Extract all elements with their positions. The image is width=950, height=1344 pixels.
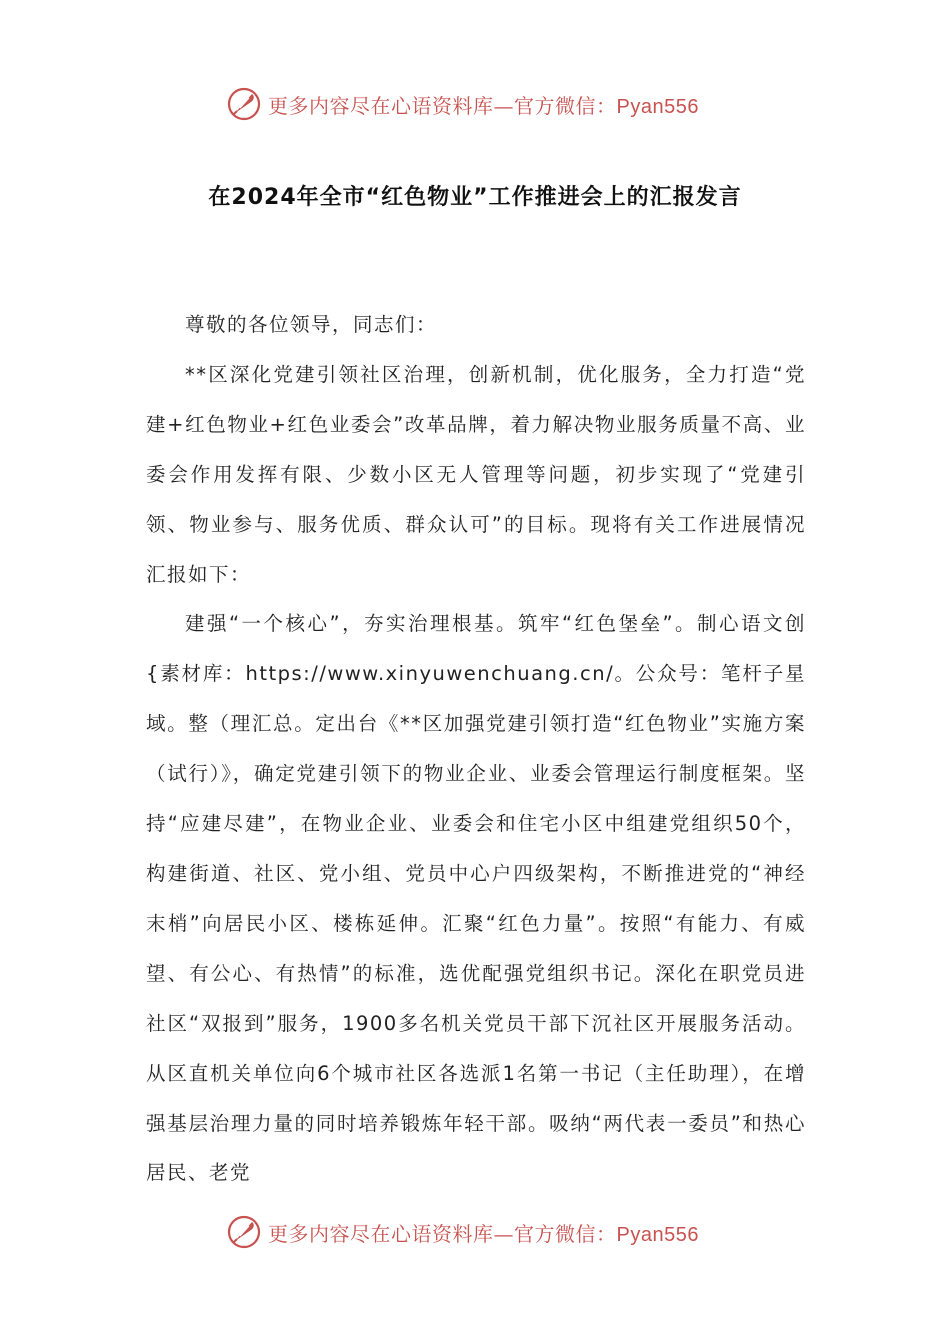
watermark-wechat-id: Pyan556 bbox=[616, 1223, 699, 1246]
document-title: 在2024年全市“红色物业”工作推进会上的汇报发言 bbox=[208, 185, 742, 210]
watermark-wechat-id: Pyan556 bbox=[616, 95, 699, 118]
footer-watermark bbox=[226, 1212, 699, 1252]
watermark-main: 更多内容尽在心语资料库—官方微信： bbox=[268, 1221, 617, 1246]
document-body bbox=[146, 300, 806, 1198]
body-paragraph: **区深化党建引领社区治理，创新机制，优化服务，全力打造“党建+红色物业+红色业委会”改革品牌，着力解决物业服务质量不高、业委会作用发挥有限、少数小区无人管理等问题，初步实现了“党建引领、物业参与、服务优质、群众认可”的目标。现将有关工作进展情况汇报如下： bbox=[146, 362, 806, 586]
watermark-text bbox=[268, 90, 699, 119]
quill-pen-logo-icon bbox=[226, 86, 262, 122]
body-paragraph: 建强“一个核心”，夯实治理根基。筑牢“红色堡垒”。制心语文创{素材库：https://www.xinyuwenchuang.cn/。公众号：笔杆子星域。整（理汇总。定出台《**区加强党建引领打造“红色物业”实施方案（试行）》，确定党建引领下的物业企业、业委会管理运行制度框架。坚持“应建尽建”，在物业企业、业委会和住宅小区中组建党组织50个，构建街道、社区、党小组、党员中心户四级架构，不断推进党的“神经末梢”向居民小区、楼栋延伸。汇聚“红色力量”。按照“有能力、有威望、有公心、有热情”的标准，选优配强党组织书记。深化在职党员进社区“双报到”服务，1900多名机关党员干部下沉社区开展服务活动。从区直机关单位向6个城市社区各选派1名第一书记（主任助理），在增强基层治理力量的同时培养锻炼年轻干部。吸纳“两代表一委员”和热心居民、老党 bbox=[146, 612, 806, 1185]
quill-pen-logo-icon bbox=[226, 1214, 262, 1250]
salutation: 尊敬的各位领导，同志们： bbox=[185, 313, 438, 336]
watermark-main: 更多内容尽在心语资料库—官方微信： bbox=[268, 93, 617, 118]
watermark-text bbox=[268, 1218, 699, 1247]
header-watermark bbox=[226, 84, 699, 124]
